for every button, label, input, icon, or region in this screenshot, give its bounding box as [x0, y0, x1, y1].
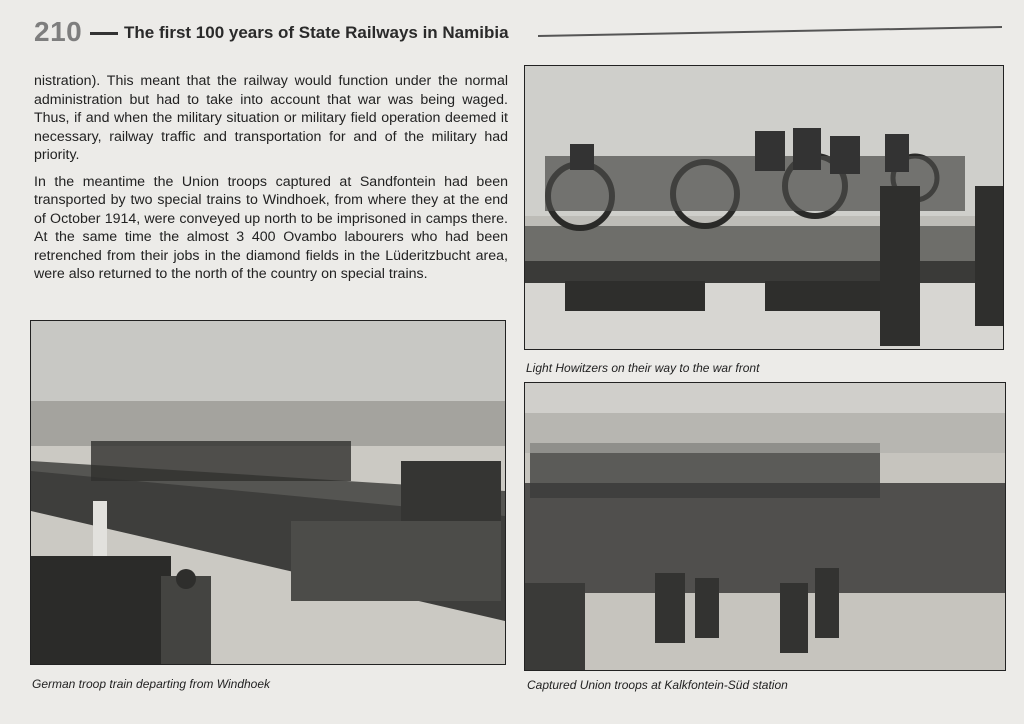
paragraph: nistration). This meant that the railway would function under the normal administration but had to take into account that war was being waged. Thus, if and when the military situation or military field operation deemed it necessary, railway traffic and transportation for and of the military had priority. — [34, 73, 508, 163]
page-number: 210 — [34, 16, 83, 47]
photo-union-troops — [524, 382, 1006, 671]
body-text — [34, 72, 508, 292]
caption-troop-train: German troop train departing from Windhoek — [32, 677, 271, 691]
photo-troop-train — [30, 320, 506, 665]
caption-howitzers: Light Howitzers on their way to the war front — [526, 361, 760, 375]
header-dash — [90, 32, 118, 35]
caption-union-troops: Captured Union troops at Kalkfontein-Süd station — [527, 678, 788, 692]
photo-howitzers — [524, 65, 1004, 350]
paragraph: In the meantime the Union troops captured at Sandfontein had been transported by two special trains to Windhoek, from where they at the end of October 1914, were conveyed up north to be imprisoned in camps there. At the same time the almost 3 400 Ovambo labourers who had been retrenched from their jobs in the diamond fields in the Lüderitzbucht area, were also returned to the north of the country on special trains. — [34, 173, 508, 282]
running-title: The first 100 years of State Railways in Namibia — [124, 23, 509, 42]
header-rule — [538, 24, 1002, 38]
